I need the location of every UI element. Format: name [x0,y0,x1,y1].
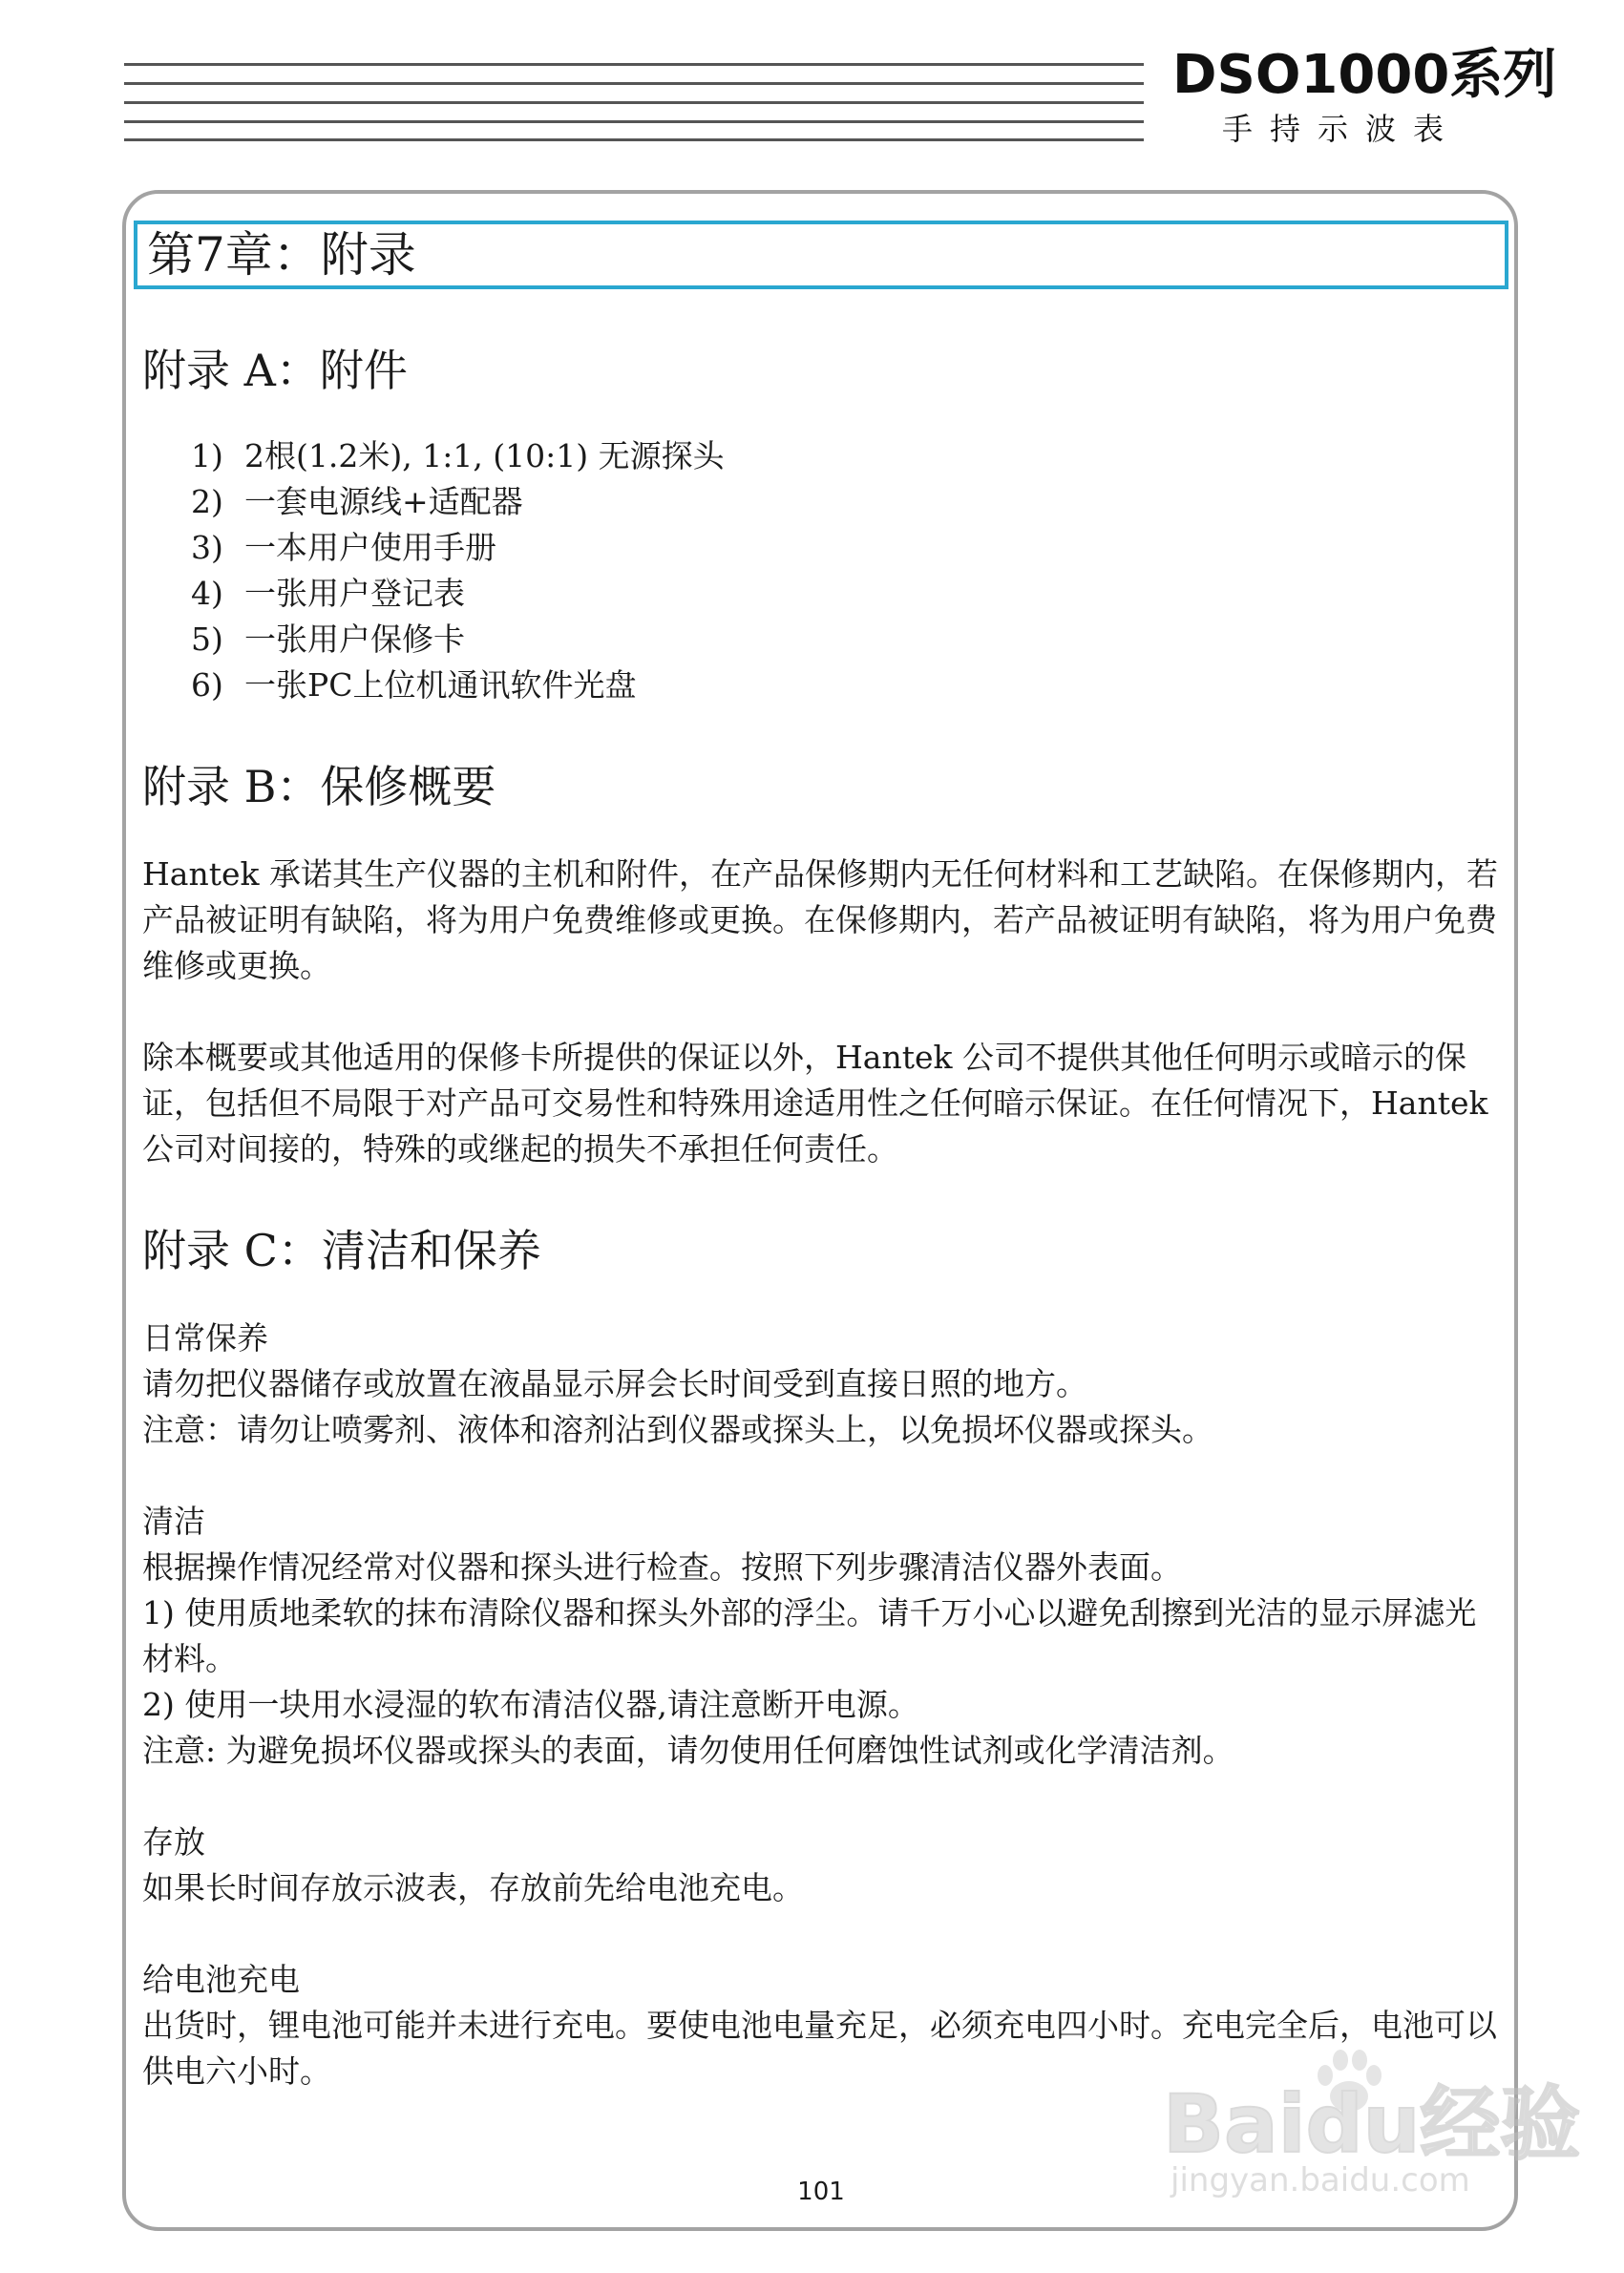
charging-line-1: 出货时，锂电池可能并未进行充电。要使电池电量充足，必须充电四小时。充电完全后，电池可以供电六小时。 [142,2007,1497,2090]
appendix-c-heading: 附录 C：清洁和保养 [142,1225,541,1276]
warranty-paragraph-2: 除本概要或其他适用的保修卡所提供的保证以外，Hantek 公司不提供其他任何明示或暗示的保证，包括但不局限于对产品可交易性和特殊用途适用性之任何暗示保证。在任何情况下，Hantek公司对间接的，特殊的或继起的损失不承担任何责任。 [142,1039,1488,1168]
daily-care-line-2: 注意：请勿让喷雾剂、液体和溶剂沾到仪器或探头上，以免损坏仪器或探头。 [142,1411,1213,1448]
series-title: DSO1000系列 [1172,44,1557,106]
chapter-title: 第7章：附录 [134,221,1508,289]
baidu-watermark [1163,2043,1581,2199]
warranty-paragraph-1: Hantek 承诺其生产仪器的主机和附件，在产品保修期内无任何材料和工艺缺陷。在保修期内，若产品被证明有缺陷，将为用户免费维修或更换。在保修期内，若产品被证明有缺陷，将为用户免费维修或更换。 [142,855,1498,984]
list-item: 6) 一张PC上位机通讯软件光盘 [191,666,637,704]
appendix-a-heading: 附录 A：附件 [142,345,408,396]
list-item: 5) 一张用户保修卡 [191,621,465,658]
list-item: 4) 一张用户登记表 [191,575,465,612]
cleaning-title: 清洁 [142,1503,205,1540]
storage-title: 存放 [142,1823,205,1861]
storage-line-1: 如果长时间存放示波表，存放前先给电池充电。 [142,1869,804,1906]
header-rule-lines [124,63,1144,141]
daily-care-line-1: 请勿把仪器储存或放置在液晶显示屏会长时间受到直接日照的地方。 [142,1365,1087,1402]
cleaning-line-2: 1) 使用质地柔软的抹布清除仪器和探头外部的浮尘。请千万小心以避免刮擦到光洁的显示屏滤光材料。 [142,1594,1477,1677]
page-number: 101 [797,2178,845,2206]
series-subtitle: 手持示波表 [1222,111,1462,147]
list-item: 3) 一本用户使用手册 [191,529,496,566]
accessory-list [191,433,1337,708]
appendix-b-heading: 附录 B：保修概要 [142,761,496,812]
cleaning-line-1: 根据操作情况经常对仪器和探头进行检查。按照下列步骤清洁仪器外表面。 [142,1548,1182,1586]
cleaning-line-3: 2) 使用一块用水浸湿的软布清洁仪器,请注意断开电源。 [142,1686,919,1723]
list-item: 2) 一套电源线+适配器 [191,483,523,520]
watermark-url: jingyan.baidu.com [1171,2161,1470,2199]
list-item: 1) 2根(1.2米), 1:1, (10:1) 无源探头 [191,437,725,474]
daily-care-title: 日常保养 [142,1319,268,1357]
watermark-logo: Baidu经验 [1163,2077,1581,2171]
charging-title: 给电池充电 [142,1961,300,1998]
cleaning-line-4: 注意: 为避免损坏仪器或探头的表面，请勿使用任何磨蚀性试剂或化学清洁剂。 [142,1732,1234,1769]
